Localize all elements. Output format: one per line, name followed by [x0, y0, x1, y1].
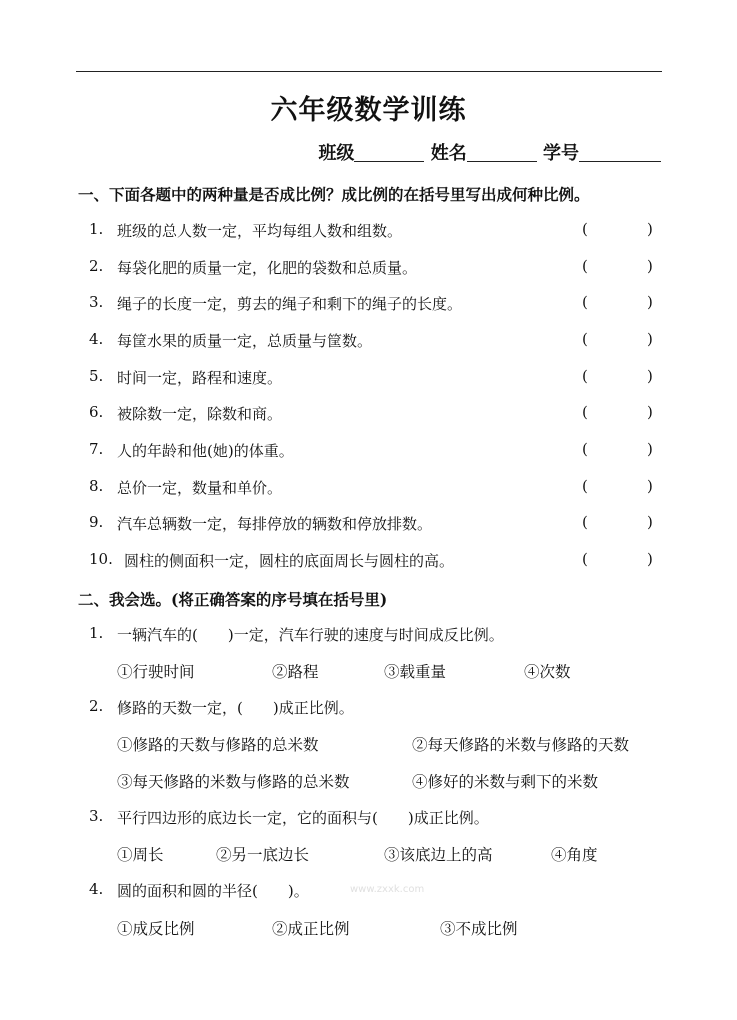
s2-q3-option-2[interactable]: ②另一底边长 [216, 846, 310, 864]
s1-item-text: 汽车总辆数一定，每排停放的辆数和停放排数。 [117, 515, 433, 533]
s1-item-number: 7. [89, 440, 104, 458]
s2-q1-option-1[interactable]: ①行驶时间 [117, 663, 195, 681]
s1-answer-paren-open[interactable]: ( [582, 293, 588, 311]
s1-answer-paren-open[interactable]: ( [582, 477, 588, 495]
s1-answer-paren-open[interactable]: ( [582, 257, 588, 275]
s2-q2-option-4[interactable]: ④修好的米数与剩下的米数 [412, 773, 599, 791]
s2-q3-option-4[interactable]: ④角度 [551, 846, 598, 864]
s1-item-number: 3. [89, 293, 104, 311]
s1-item-number: 8. [89, 477, 104, 495]
s1-item-number: 2. [89, 257, 104, 275]
s1-answer-paren-close[interactable]: ) [647, 330, 653, 348]
class-label: 班级 [318, 143, 355, 164]
s1-answer-paren-close[interactable]: ) [647, 513, 653, 531]
s1-item-number: 10. [89, 550, 113, 568]
s2-q3-text: 平行四边形的底边长一定，它的面积与( )成正比例。 [117, 809, 489, 827]
s1-answer-paren-close[interactable]: ) [647, 550, 653, 568]
s1-answer-paren-open[interactable]: ( [582, 403, 588, 421]
page-title: 六年级数学训练 [270, 95, 467, 126]
s2-q2-option-1[interactable]: ①修路的天数与修路的总米数 [117, 736, 319, 754]
class-blank[interactable] [354, 143, 424, 162]
s2-q1-option-4[interactable]: ④次数 [524, 663, 571, 681]
s2-q4-option-2[interactable]: ②成正比例 [272, 920, 350, 938]
s1-item-number: 6. [89, 403, 104, 421]
section1-heading: 一、下面各题中的两种量是否成比例？成比例的在括号里写出成何种比例。 [78, 185, 590, 204]
s2-q1-option-2[interactable]: ②路程 [272, 663, 319, 681]
s2-q4-option-1[interactable]: ①成反比例 [117, 920, 195, 938]
s2-q1-option-3[interactable]: ③载重量 [384, 663, 447, 681]
s2-q4-option-3[interactable]: ③不成比例 [440, 920, 518, 938]
s1-item-text: 班级的总人数一定，平均每组人数和组数。 [117, 222, 403, 240]
student-info-line [318, 139, 661, 165]
s1-answer-paren-close[interactable]: ) [647, 257, 653, 275]
s1-item-number: 4. [89, 330, 104, 348]
s1-item-number: 5. [89, 367, 104, 385]
s1-item-text: 被除数一定，除数和商。 [117, 405, 283, 423]
name-blank[interactable] [467, 143, 537, 162]
id-label: 学号 [543, 143, 579, 164]
s1-answer-paren-open[interactable]: ( [582, 330, 588, 348]
s1-answer-paren-close[interactable]: ) [647, 367, 653, 385]
watermark: www.zxxk.com [350, 884, 425, 895]
s2-q4-text: 圆的面积和圆的半径( )。 [117, 882, 309, 900]
name-label: 姓名 [430, 143, 467, 164]
id-blank[interactable] [579, 143, 661, 162]
s2-q4-number: 4. [89, 880, 104, 898]
s2-q3-option-3[interactable]: ③该底边上的高 [384, 846, 493, 864]
s2-q2-option-3[interactable]: ③每天修路的米数与修路的总米数 [117, 773, 350, 791]
s1-answer-paren-open[interactable]: ( [582, 220, 588, 238]
s1-answer-paren-close[interactable]: ) [647, 403, 653, 421]
s1-item-text: 每袋化肥的质量一定，化肥的袋数和总质量。 [117, 259, 418, 277]
s1-answer-paren-open[interactable]: ( [582, 550, 588, 568]
s2-q1-number: 1. [89, 624, 104, 642]
s1-answer-paren-close[interactable]: ) [647, 293, 653, 311]
s1-answer-paren-open[interactable]: ( [582, 367, 588, 385]
top-rule [76, 71, 662, 72]
s1-item-text: 时间一定，路程和速度。 [117, 369, 283, 387]
s2-q1-text: 一辆汽车的( )一定，汽车行驶的速度与时间成反比例。 [117, 626, 504, 644]
s2-q2-option-2[interactable]: ②每天修路的米数与修路的天数 [412, 736, 630, 754]
s1-answer-paren-close[interactable]: ) [647, 220, 653, 238]
s1-item-number: 9. [89, 513, 104, 531]
s1-answer-paren-open[interactable]: ( [582, 440, 588, 458]
s1-item-text: 人的年龄和他(她)的体重。 [117, 442, 294, 460]
s1-answer-paren-close[interactable]: ) [647, 440, 653, 458]
s1-item-text: 每筐水果的质量一定，总质量与筐数。 [117, 332, 373, 350]
section2-heading: 二、我会选。(将正确答案的序号填在括号里) [78, 590, 388, 609]
s1-answer-paren-open[interactable]: ( [582, 513, 588, 531]
s2-q3-number: 3. [89, 807, 104, 825]
s2-q2-text: 修路的天数一定，( )成正比例。 [117, 699, 354, 717]
s1-item-text: 总价一定，数量和单价。 [117, 479, 283, 497]
s1-answer-paren-close[interactable]: ) [647, 477, 653, 495]
s2-q3-option-1[interactable]: ①周长 [117, 846, 164, 864]
s2-q2-number: 2. [89, 697, 104, 715]
s1-item-number: 1. [89, 220, 104, 238]
s1-item-text: 圆柱的侧面积一定，圆柱的底面周长与圆柱的高。 [124, 552, 455, 570]
s1-item-text: 绳子的长度一定，剪去的绳子和剩下的绳子的长度。 [117, 295, 463, 313]
